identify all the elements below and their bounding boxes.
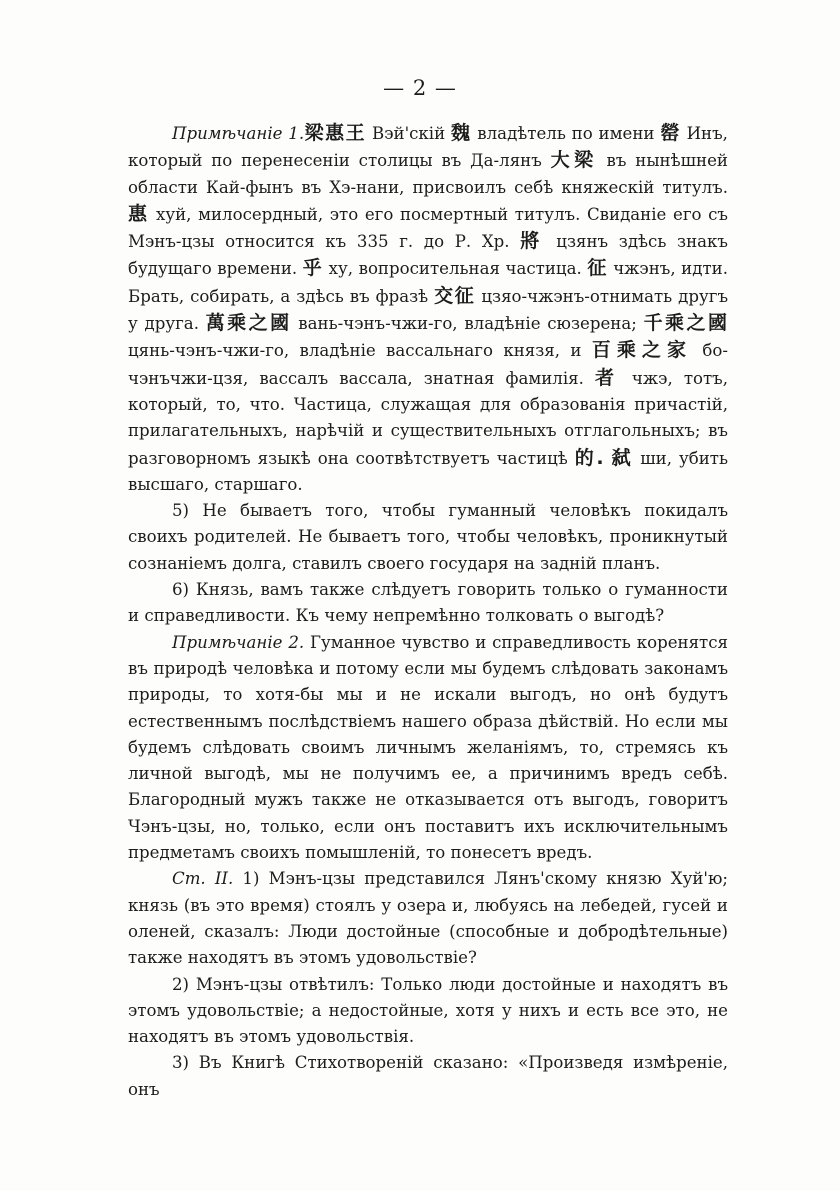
chinese-characters: 的.: [574, 446, 605, 469]
chinese-characters: 者: [595, 366, 621, 389]
chinese-characters: 梁惠王: [304, 122, 367, 144]
text-run: 6) Князь, вамъ также слѣдуетъ говорить только о гуманности и справедливости. Къ чему непремѣнно толковать о выгодѣ?: [128, 580, 728, 626]
verse-3-paragraph: [128, 1050, 728, 1103]
text-run: Гуманное чувство и справедливость коренятся въ природѣ человѣка и потому если мы будемъ слѣдовать законамъ природы, то хотя-бы мы и не искали выгодъ, но онѣ будутъ естественнымъ послѣдствіемъ нашего образа дѣйствій. Но если мы будемъ слѣдовать своимъ личнымъ желаніямъ, то, стремясь къ личной выгодѣ, мы не получимъ ее, а причинимъ вредъ себѣ. Благородный мужъ также не отказывается отъ выгодъ, говоритъ Чэнъ-цзы, но, только, если онъ поставитъ ихъ исключительнымъ предметамъ своихъ помышленій, то понесетъ вредъ.: [128, 632, 728, 863]
text-run: 5) Не бываетъ того, чтобы гуманный человѣкъ покидалъ своихъ родителей. Не бываетъ того, чтобы человѣкъ, проникнутый сознаніемъ долга, ставилъ своего государя на задній планъ.: [128, 501, 728, 573]
chinese-characters: 交征: [434, 284, 476, 307]
text-run: 1) Мэнъ-цзы представился Лянъ'скому князю Хуй'ю; князь (въ это время) стоялъ у озера и, любуясь на лебедей, гусей и оленей, сказалъ: Люди достойные (способные и добродѣтельные) также находятъ въ этомъ удовольствіе?: [128, 869, 728, 968]
text-run: ху, вопросительная частица.: [323, 259, 588, 279]
chinese-characters: 征: [587, 257, 608, 280]
text-run: чжэ, тотъ, который, то, что. Частица, служащая для образованія причастій, прилагательныхъ, нарѣчій и существительныхъ отглагольныхъ; въ разговорномъ языкѣ она соотвѣтствуетъ частицѣ: [128, 368, 728, 468]
text-run: въ нынѣшней области Кай-фынъ въ Хэ-нани, присвоилъ себѣ княжескій титулъ.: [128, 151, 728, 197]
text-run: хуй, милосердный, это его посмертный титулъ. Свиданіе его съ Мэнъ-цзы относится къ 335 г. до Р. Хр.: [128, 204, 728, 252]
section-2-paragraph: [128, 866, 728, 971]
section-2-label: Ст. II.: [172, 869, 234, 889]
note-1-text: [128, 124, 728, 494]
text-run: Вэй'скій: [366, 124, 451, 143]
text-run: вань-чэнъ-чжи-го, владѣніе сюзерена;: [291, 314, 644, 334]
chinese-characters: 千乘之國: [643, 312, 728, 335]
verse-6-paragraph: [128, 577, 728, 630]
note-2-text: [128, 633, 728, 862]
note-2-label: Примѣчаніе 2.: [172, 632, 305, 652]
text-run: цзянъ здѣсь знакъ будущаго времени.: [128, 232, 728, 279]
text-run: 2) Мэнъ-цзы отвѣтилъ: Только люди достойные и находятъ въ этомъ удовольствіе; а недостойные, хотя у нихъ и есть все это, не находятъ въ этомъ удовольствія.: [128, 974, 728, 1047]
chinese-characters: 罃: [660, 122, 681, 144]
text-run: 3) Въ Книгѣ Стихотвореній сказано: «Произведя измѣреніе, онъ: [128, 1053, 728, 1099]
note-2-paragraph: [128, 630, 728, 867]
verse-6-text: [128, 580, 728, 625]
text-run: чжэнъ, идти. Брать, собирать, а здѣсь въ фразѣ: [128, 259, 728, 306]
verse-3-text: [128, 1053, 728, 1098]
note-1-paragraph: [128, 120, 728, 498]
page-number: — 2 —: [383, 76, 457, 100]
text-run: цянь-чэнъ-чжи-го, владѣніе вассальнаго князя, и: [128, 341, 592, 361]
chinese-characters: 乎: [302, 257, 324, 280]
chinese-characters: 大梁: [550, 149, 598, 172]
chinese-characters: 惠: [128, 202, 150, 225]
text-run: [605, 449, 612, 468]
chinese-characters: 萬乘之國: [205, 312, 292, 335]
chinese-characters: 將: [520, 230, 546, 253]
text-run: владѣтель по имени: [471, 124, 661, 143]
verse-2-paragraph: [128, 972, 728, 1051]
text-run: бо-чэнъчжи-цзя, вассалъ вассала, знатная фамилія.: [128, 341, 728, 388]
text-run: цзяо-чжэнъ-отнимать другъ у друга.: [128, 286, 729, 334]
verse-2-text: [128, 975, 728, 1047]
chinese-characters: 魏: [450, 122, 472, 144]
note-1-label: Примѣчаніе 1.: [172, 124, 305, 143]
chinese-characters: 百乘之家: [591, 339, 693, 362]
page-body: [128, 120, 728, 1103]
text-run: Инъ, который по перенесеніи столицы въ Да-лянъ: [128, 124, 728, 171]
verse-5-paragraph: [128, 498, 728, 577]
verse-5-text: [128, 501, 728, 573]
text-run: ши, убить высшаго, старшаго.: [128, 448, 728, 494]
chinese-characters: 弑: [611, 446, 634, 469]
